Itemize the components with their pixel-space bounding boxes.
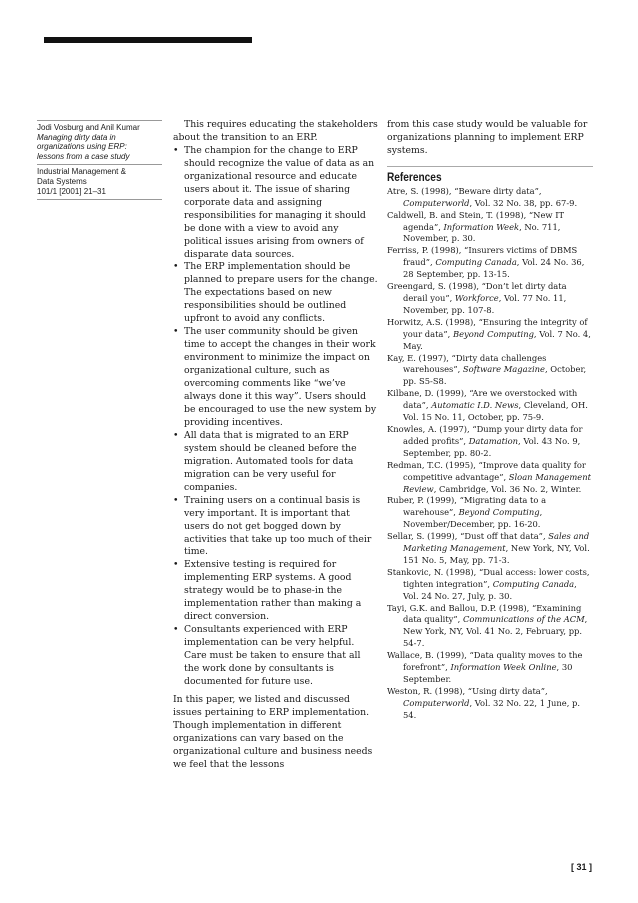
reference-entry	[387, 186, 593, 210]
reference-text: Redman, T.C. (1995), “Improve data quality for competitive advantage”,	[387, 459, 586, 482]
reference-details: , Vol. 77 No. 11, November, pp. 107-8.	[403, 293, 567, 315]
list-item-text: The champion for the change to ERP should recognize the value of data as an organizational resource and educate users about it. The issue of sharing corporate data and assigning responsibilities for managing it should be done with a view to avoid any political issues arising from owners of disparate data sources.	[184, 144, 375, 260]
list-item	[173, 326, 378, 430]
article-authors: Jodi Vosburg and Anil Kumar	[37, 123, 140, 132]
closing-paragraph: In this paper, we listed and discussed issues pertaining to ERP implementation. Though implementation in different organizations can vary based on the organizational culture and business needs we feel that the lessons	[173, 693, 373, 770]
reference-source: Automatic I.D. News	[431, 400, 519, 411]
reference-source: Computing Canada	[435, 257, 517, 268]
bullet-glyph: •	[173, 429, 179, 441]
reference-details: , Vol. 32 No. 38, pp. 67-9.	[469, 197, 578, 208]
reference-entry	[387, 531, 593, 567]
article-citation	[37, 121, 162, 164]
reference-details: , New York, NY, Vol. 151 No. 5, May, pp. 71-3.	[403, 543, 590, 565]
reference-entry	[387, 388, 593, 424]
reference-source: Information Week	[443, 221, 520, 232]
journal-name-line: Data Systems	[37, 176, 87, 186]
list-item	[173, 145, 378, 262]
reference-details: , New York, NY, Vol. 41 No. 2, February, pp. 54-7.	[403, 614, 588, 649]
reference-text: Wallace, B. (1999), “Data quality moves to the forefront”,	[387, 650, 583, 673]
lessons-list	[173, 145, 378, 689]
reference-details: , 30 September.	[403, 662, 573, 685]
reference-entry	[387, 460, 593, 496]
article-title-line: lessons from a case study	[37, 151, 130, 161]
list-item	[173, 624, 378, 689]
references-rule	[387, 166, 593, 167]
reference-text: Ruber, P. (1999), “Migrating data to a warehouse”,	[387, 495, 547, 518]
list-item	[173, 559, 378, 624]
reference-source: Computerworld	[403, 197, 470, 208]
continuation-paragraph: from this case study would be valuable for organizations planning to implement ERP systems.	[387, 119, 588, 156]
references-heading: References	[387, 171, 442, 184]
reference-entry	[387, 603, 593, 651]
reference-text: Sellar, S. (1999), “Dust off that data”,	[387, 531, 549, 542]
bullet-glyph: •	[173, 624, 179, 636]
journal-citation	[37, 165, 162, 199]
bullet-glyph: •	[173, 261, 179, 273]
list-item-text: Extensive testing is required for implementing ERP systems. A good strategy would be to phase-in the implementation rather than making a direct conversion.	[184, 559, 362, 623]
reference-text: Stankovic, N. (1998), “Dual access: lower costs, tighten integration”,	[387, 566, 590, 589]
reference-details: , Cambridge, Vol. 36 No. 2, Winter.	[433, 483, 582, 494]
reference-entry	[387, 495, 593, 531]
reference-text: Kay, E. (1997), “Dirty data challenges warehouses”,	[387, 352, 547, 375]
reference-source: Software Magazine	[462, 364, 545, 375]
reference-text: Horwitz, A.S. (1998), “Ensuring the integrity of your data”,	[387, 316, 588, 339]
list-item	[173, 261, 378, 326]
bullet-glyph: •	[173, 326, 179, 338]
bullet-glyph: •	[173, 494, 179, 506]
reference-source: Sales and Marketing Management	[403, 531, 590, 554]
reference-entry	[387, 686, 593, 722]
reference-source: Computerworld	[403, 697, 470, 708]
running-header	[37, 120, 162, 200]
reference-text: Greengard, S. (1998), “Don’t let dirty data derail you”,	[387, 281, 567, 304]
list-item-text: Training users on a continual basis is very important. It is important that users do not get bogged down by activities that take up too much of their time.	[184, 494, 372, 558]
page-number: [ 31 ]	[570, 862, 592, 872]
reference-entry	[387, 424, 593, 460]
bullet-glyph: •	[173, 144, 179, 156]
reference-details: , Vol. 43 No. 9, September, pp. 80-2.	[403, 435, 581, 458]
reference-text: Kilbane, D. (1999), “Are we overstocked with data”,	[387, 388, 578, 411]
reference-entry	[387, 245, 593, 281]
reference-entry	[387, 650, 593, 686]
reference-source: Beyond Computing	[452, 328, 534, 339]
reference-details: , November/December, pp. 16-20.	[403, 507, 543, 530]
reference-entry	[387, 567, 593, 603]
reference-text: Weston, R. (1998), “Using dirty data”,	[387, 685, 548, 696]
journal-issue: 101/1 [2001] 21–31	[37, 186, 106, 196]
references-list	[387, 186, 593, 722]
reference-source: Communications of the ACM	[462, 614, 585, 625]
list-item-text: The user community should be given time to accept the changes in their work environment to minimize the impact on organizational culture, such as overcoming comments like “we’ve always done it this way”. Users should be encouraged to use the new system by providing incentives.	[184, 326, 377, 428]
reference-details: , Vol. 32 No. 22, 1 June, p. 54.	[403, 697, 581, 720]
list-item-text: All data that is migrated to an ERP system should be cleaned before the migration. Automated tools for data migration can be very useful for companies.	[184, 429, 357, 493]
article-title-line: Managing dirty data in	[37, 132, 116, 142]
reference-text: Caldwell, B. and Stein, T. (1998), “New IT agenda”,	[387, 209, 565, 232]
reference-entry	[387, 317, 593, 353]
reference-text: Ferriss, P. (1998), “Insurers victims of DBMS fraud”,	[387, 245, 578, 268]
journal-name-line: Industrial Management &	[37, 167, 126, 177]
reference-source: Datamation	[468, 435, 519, 446]
reference-source: Workforce	[454, 293, 499, 304]
reference-entry	[387, 281, 593, 317]
reference-text: Atre, S. (1998), “Beware dirty data”,	[387, 185, 542, 196]
reference-details: , Vol. 7 No. 4, May.	[403, 328, 591, 351]
reference-source: Beyond Computing	[458, 507, 540, 518]
list-item	[173, 495, 378, 560]
reference-text: Tayi, G.K. and Ballou, D.P. (1998), “Examining data quality”,	[387, 602, 582, 625]
body-column-left	[173, 119, 378, 772]
list-item	[173, 430, 378, 495]
reference-details: , Vol. 24 No. 27, July, p. 30.	[403, 578, 577, 601]
reference-details: , Vol. 24 No. 36, 28 September, pp. 13-15.	[403, 257, 585, 280]
reference-source: Information Week Online	[450, 662, 557, 673]
reference-text: Knowles, A. (1997), “Dump your dirty data for added profits”,	[387, 423, 583, 446]
reference-source: Sloan Management Review	[403, 471, 591, 494]
reference-details: , Cleveland, OH. Vol. 15 No. 11, October, pp. 75-9.	[403, 400, 588, 423]
header-rule	[44, 37, 252, 43]
sidebar-rule	[37, 199, 162, 200]
reference-details: , No. 711, November, p. 30.	[403, 221, 561, 244]
intro-paragraph: This requires educating the stakeholders about the transition to an ERP.	[173, 119, 378, 143]
list-item-text: Consultants experienced with ERP implementation can be very helpful. Care must be taken to ensure that all the work done by consultants is documented for future use.	[184, 624, 361, 687]
reference-entry	[387, 353, 593, 389]
body-column-right	[387, 119, 593, 722]
bullet-glyph: •	[173, 559, 179, 571]
reference-details: , October, pp. S5-S8.	[403, 364, 587, 387]
article-title-line: organizations using ERP:	[37, 142, 127, 152]
list-item-text: The ERP implementation should be planned to prepare users for the change. The expectations based on new responsibilities should be outlined upfront to avoid any conflicts.	[184, 261, 378, 325]
reference-entry	[387, 210, 593, 246]
reference-source: Computing Canada	[492, 578, 575, 589]
